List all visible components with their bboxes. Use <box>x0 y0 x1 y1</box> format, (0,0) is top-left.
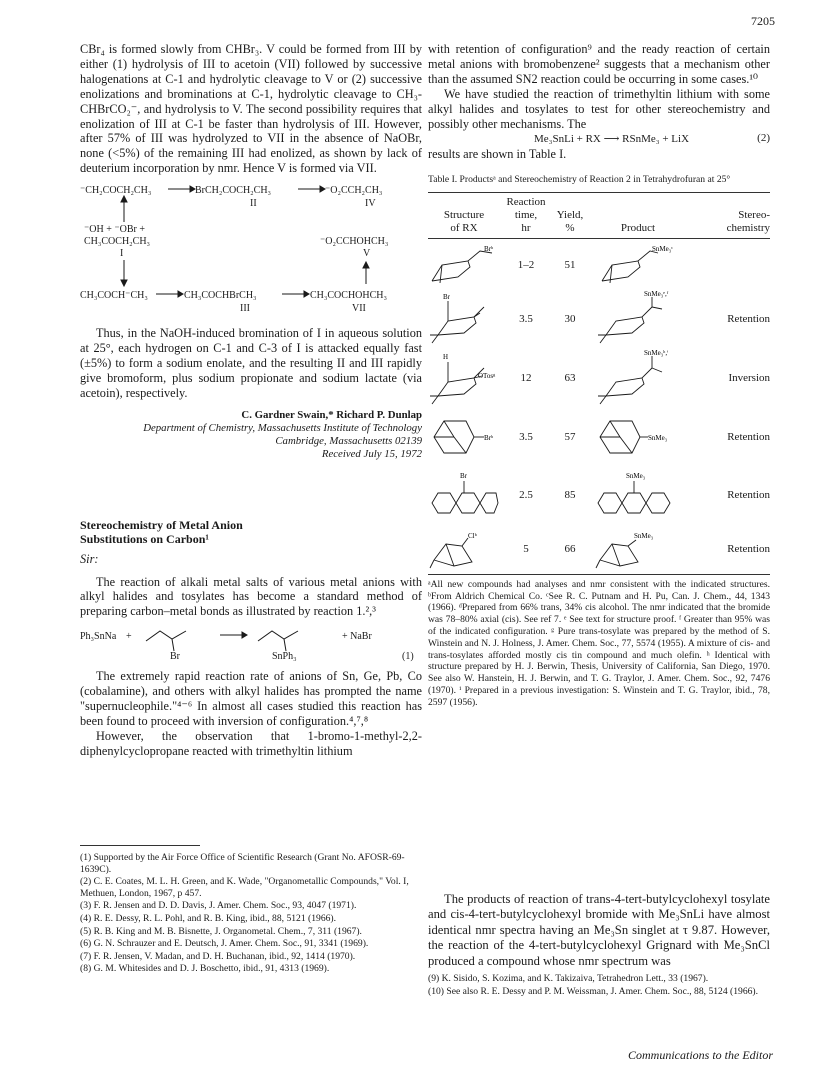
cell-time: 3.5 <box>519 431 533 444</box>
affiliation-2: Cambridge, Massachusetts 02139 <box>275 435 422 448</box>
authors: C. Gardner Swain,* Richard P. Dunlap <box>241 408 422 421</box>
cyclohexyl-bromide-structure <box>428 241 500 289</box>
cell-stereo: Retention <box>727 313 770 326</box>
table-row <box>428 348 770 408</box>
received-date: Received July 15, 1972 <box>321 448 422 461</box>
rx-label: Brᵇ <box>484 434 494 443</box>
table-1 <box>428 192 770 575</box>
scheme-label-II: II <box>250 198 257 210</box>
header-stereo: Stereo- <box>738 208 770 221</box>
cell-yield: 51 <box>564 258 576 271</box>
rx-label: Clᵇ <box>468 532 477 541</box>
triptycyl-bromide-structure <box>428 469 500 521</box>
left-paragraph-4: The extremely rapid reaction rate of anions of Sn, Ge, Pb, Co (cobalamine), and others with alkyl halides has prompted the name "supernucleophile."⁴⁻⁶ In almost all cases studied this reaction has been found to proceed with inversion of configuration.⁴,⁷,⁸ <box>80 669 422 728</box>
right-footnotes <box>428 973 770 997</box>
right-paragraph-4: The products of reaction of trans-4-tert-butylcyclohexyl tosylate and cis-4-tert-butylcyclohexyl bromide with Me₃SnLi have almost identical nmr spectra having an Me₃Sn singlet at τ 9.87. However, the reaction of the 4-tert-butylcyclohexyl Grignard with Me₃SnCl produced a compound whose nmr spectrum was <box>428 892 770 968</box>
table-footnotes: ᵃAll new compounds had analyses and nmr consistent with the indicated structures. ᵇFrom Aldrich Chemical Co. ᶜSee R. C. Putnam and H. Pu, Can. J. Chem., 44, 1343 (1966). ᵈPrepared from 66% trans, 34% cis alcohol. The nmr indicated that the bromide was 78–80% axial (cis). See ref 7. ᵉ See text for structure proof. ᶠ Greater than 95% was of the indicated configuration. ᵍ Pure trans-tosylate was prepared by the method of S. Winstein and N. J. Holness, J. Amer. Chem. Soc., 77, 5574 (1955). A mixture of cis- and trans-tosylates afforded mostly cis tin compound and much olefin. ʰ Identical with structure prepared by H. J. Berwin, Thesis, University of California, San Diego, 1970. See also W. Hanstein, H. J. Berwin, and T. G. Traylor, J. Amer. Chem. Soc., 92, 7476 (1970). ⁱ Prepared in a previous investigation: S. Winstein and T. G. Traylor, ibid., 78, 2597 (1956). <box>428 578 770 708</box>
left-paragraph-3: The reaction of alkali metal salts of various metal anions with alkyl halides and tosylates has become a standard method of preparing carbon–metal bonds as illustrated by reaction 1.²,³ <box>80 574 422 619</box>
footnote-10: (10) See also R. E. Dessy and P. M. Weissman, J. Amer. Chem. Soc., 88, 5124 (1966). <box>428 985 759 997</box>
header-percent: % <box>565 221 575 234</box>
cell-time: 3.5 <box>519 313 533 326</box>
header-time: time, <box>514 208 538 221</box>
rx-structure <box>428 524 500 574</box>
rxn1-br-label: Br <box>170 651 180 663</box>
cyclohexyl-tin-structure <box>588 241 688 289</box>
scheme-reagents: ⁻OH + ⁻OBr + <box>84 224 146 236</box>
salutation: Sir: <box>80 551 99 566</box>
product-structure <box>588 408 688 466</box>
footnote-5: (5) R. B. King and M. B. Bisnette, J. Organometal. Chem., 7, 311 (1967). <box>80 925 362 937</box>
product-label: SnMe₃ <box>626 472 646 481</box>
cell-yield: 57 <box>564 431 576 444</box>
right-paragraph-2: We have studied the reaction of trimethyltin lithium with some alkyl halides and tosylates to test for other stereochemistry and possibly other mechanisms. The <box>428 86 770 131</box>
footnote-7: (7) F. R. Jensen, V. Madan, and D. H. Buchanan, ibid., 92, 1414 (1970). <box>80 950 356 962</box>
journal-footer: Communications to the Editor <box>628 1048 773 1062</box>
cell-time: 5 <box>523 543 529 556</box>
rxn1-number: (1) <box>402 651 414 663</box>
cell-yield: 63 <box>564 372 576 385</box>
table-row <box>428 408 770 466</box>
right-column <box>428 42 770 709</box>
rxn1-reagent: Ph₃SnNa <box>80 631 117 643</box>
cell-time: 1–2 <box>517 258 535 271</box>
triptycyl-tin-structure <box>588 469 688 521</box>
cell-stereo: Retention <box>727 489 770 502</box>
reaction-2 <box>428 131 770 147</box>
footnote-3: (3) F. R. Jensen and D. D. Davis, J. Amer. Chem. Soc., 93, 4047 (1971). <box>80 900 357 912</box>
right-paragraph-3: results are shown in Table I. <box>428 147 567 162</box>
scheme-label-I: I <box>120 248 124 260</box>
scheme-bromoketone-c3: CH₃COCHBrCH₃ <box>184 290 257 302</box>
left-column <box>80 42 422 759</box>
rxn1-nabr: + NaBr <box>342 631 372 643</box>
article-title-line-1: Stereochemistry of Metal Anion <box>80 517 243 532</box>
tbu-cyclohexyl-tin-axial-structure <box>588 350 688 406</box>
rx-label: OTosᵍ <box>478 372 496 381</box>
reaction-1 <box>80 623 422 667</box>
reaction-2-equation: Me₃SnLi + RX ⟶ RSnMe₃ + LiX <box>534 133 690 146</box>
scheme-butanone: CH₃COCH₂CH₃ <box>84 236 151 248</box>
rx-structure <box>428 408 500 466</box>
footnote-6: (6) G. N. Schrauzer and E. Deutsch, J. Amer. Chem. Soc., 91, 3341 (1969). <box>80 938 369 950</box>
header-of-rx: of RX <box>450 221 478 234</box>
rxn1-snph3-label: SnPh₃ <box>272 651 297 663</box>
cell-time: 2.5 <box>519 489 533 502</box>
cell-stereo: Retention <box>727 543 770 556</box>
product-structure <box>588 348 688 408</box>
rx-structure <box>428 348 500 408</box>
table-row <box>428 524 770 574</box>
cell-stereo <box>688 238 770 290</box>
footnote-8: (8) G. M. Whitesides and D. J. Boschetto, ibid., 91, 4313 (1969). <box>80 963 330 975</box>
footnote-2: (2) C. E. Coates, M. L. H. Green, and K. Wade, "Organometallic Compounds," Vol. I, Methuen, London, 1967, p 457. <box>80 876 409 899</box>
rx-label: Br <box>460 472 467 481</box>
rx-label: Br <box>443 293 450 302</box>
page-number: 7205 <box>751 14 775 28</box>
scheme-bromoketone-c1: BrCH₂COCH₂CH₃ <box>195 185 272 197</box>
product-label: SnMe₃ʰ,ⁱ <box>644 350 669 358</box>
rx-structure <box>428 238 500 290</box>
header-chemistry: chemistry <box>726 221 770 234</box>
header-product: Product <box>620 221 656 234</box>
signature-block <box>80 409 422 462</box>
header-yield: Yield, <box>556 208 584 221</box>
left-paragraph-1: CBr₄ is formed slowly from CHBr₃. V could be formed from III by either (1) hydrolysis of III to acetoin (VII) followed by successive halogenations at C-1 and hydrolytic cleavage to V or (2) successive enolizations and brominations at C-1, hydrolytic cleavage to CH₃-CHBrCO₂⁻, and hydrolysis to V. The second possibility requires that enolization of III at C-1 be faster than hydrolysis of III. However, after 57% of III was hydrolyzed to VII in the absence of NaOBr, none (<5%) of the remaining III had enolized, as shown by lack of deuterium incorporation by nmr. Hence V is formed via VII. <box>80 42 422 176</box>
table-row <box>428 238 770 290</box>
tbu-cyclohexyl-tin-structure <box>588 291 688 347</box>
left-footnotes <box>80 845 422 976</box>
table-caption: Table I. Productsᵃ and Stereochemistry of Reaction 2 in Tetrahydrofuran at 25° <box>428 174 731 186</box>
table-row <box>428 466 770 524</box>
rxn1-alkyl-bromide-skeleton <box>146 631 186 641</box>
product-label: SnMe₃ <box>634 532 654 541</box>
scheme-enolate-c1: ⁻CH₂COCH₂CH₃ <box>80 185 152 197</box>
rx-h-label: H <box>443 353 449 362</box>
table-row <box>428 290 770 348</box>
scheme-label-V: V <box>363 248 371 260</box>
cell-yield: 85 <box>564 489 576 502</box>
scheme-propionate: ⁻O₂CCH₂CH₃ <box>325 185 383 197</box>
header-structure: Structure <box>443 208 485 221</box>
rx-label: Brᵇ <box>484 244 494 253</box>
left-paragraph-2: Thus, in the NaOH-induced bromination of I in aqueous solution at 25°, each hydrogen on C-1 and C-3 of I is attacked equally fast (±5%) to form a sodium enolate, and the resulting II and III rapidly give bromoform, plus sodium propionate and sodium lactate (via acetoin), respectively. <box>80 326 422 400</box>
rxn1-plus: + <box>126 631 132 643</box>
tbu-cyclohexyl-bromide-structure <box>428 291 500 347</box>
scheme-enolate-c3: CH₃COCH⁻CH₃ <box>80 290 148 302</box>
rx-structure <box>428 290 500 348</box>
left-paragraph-5: However, the observation that 1-bromo-1-methyl-2,2-diphenylcyclopropane reacted with trimethyltin lithium <box>80 728 422 758</box>
scheme-lactate: ⁻O₂CCHOHCH₃ <box>320 236 389 248</box>
product-structure <box>588 466 688 524</box>
article-title <box>80 518 422 546</box>
cell-yield: 30 <box>564 313 576 326</box>
header-hr: hr <box>521 221 531 234</box>
cell-stereo: Retention <box>727 431 770 444</box>
footnote-1: (1) Supported by the Air Force Office of Scientific Research (Grant No. AFOSR-69-1639C). <box>80 852 405 875</box>
tbu-cyclohexyl-tosylate-structure <box>428 350 500 406</box>
cell-stereo: Inversion <box>728 372 770 385</box>
product-structure <box>588 290 688 348</box>
product-label: SnMe₃ᵉ,ᶠ <box>644 291 669 299</box>
header-reaction: Reaction <box>506 195 546 208</box>
product-structure <box>588 238 688 290</box>
product-structure <box>588 524 688 574</box>
scheme-label-III: III <box>240 303 250 315</box>
rx-structure <box>428 466 500 524</box>
cell-time: 12 <box>520 372 532 385</box>
reaction-2-number: (2) <box>757 132 770 145</box>
rxn1-alkyl-tin-skeleton <box>258 631 298 641</box>
affiliation-1: Department of Chemistry, Massachusetts Institute of Technology <box>143 421 422 434</box>
bicyclic-tin-structure <box>588 526 688 572</box>
bicyclic-chloride-structure <box>428 526 500 572</box>
adamantyl-bromide-structure <box>428 411 500 463</box>
right-lower-block <box>428 892 770 998</box>
footnote-9: (9) K. Sisido, S. Kozima, and K. Takizaiva, Tetrahedron Lett., 33 (1967). <box>428 973 709 985</box>
cell-yield: 66 <box>564 543 576 556</box>
product-label: SnMe₃ <box>648 434 668 443</box>
scheme-label-IV: IV <box>365 198 376 210</box>
product-label: SnMe₃ᶜ <box>652 244 673 253</box>
footnote-4: (4) R. E. Dessy, R. L. Pohl, and R. B. King, ibid., 88, 5121 (1966). <box>80 912 337 924</box>
right-paragraph-1: with retention of configuration⁹ and the ready reaction of certain metal anions with bromobenzene² suggests that a mechanism other than the assumed SN2 reaction could be occurring in some cases.¹⁰ <box>428 42 770 86</box>
scheme-acetoin: CH₃COCHOHCH₃ <box>310 290 387 302</box>
article-title-line-2: Substitutions on Carbon¹ <box>80 531 209 546</box>
adamantyl-tin-structure <box>588 411 688 463</box>
scheme-label-VII: VII <box>352 303 366 315</box>
reaction-scheme <box>80 180 422 320</box>
